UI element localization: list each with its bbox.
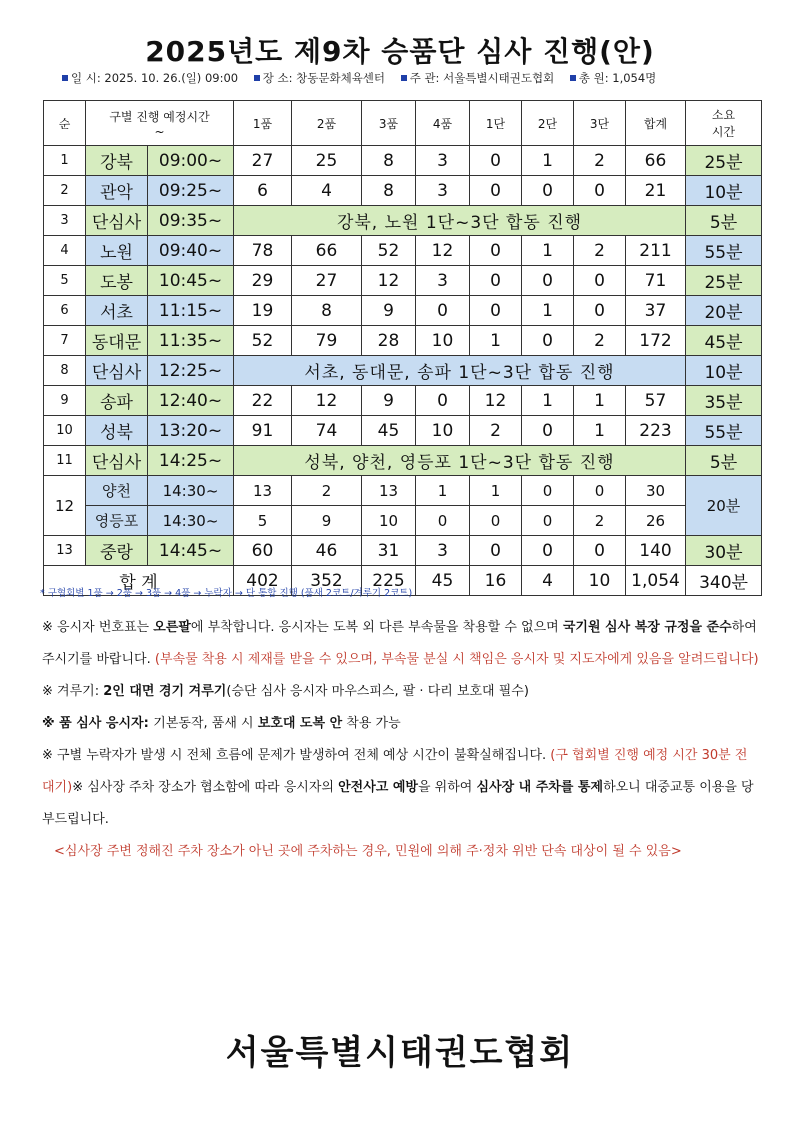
count-cell: 0	[470, 296, 522, 326]
row-number: 1	[44, 146, 86, 176]
count-cell: 1	[574, 386, 626, 416]
count-cell: 3	[416, 146, 470, 176]
note-number-tag: ※ 응시자 번호표는 오른팔에 부착합니다. 응시자는 도복 외 다른 부속물을 착용할 수 없으며 국기원 심사 복장 규정을 준수하여 주시기를 바랍니다. (부속물 착용 시 제재를 받을 수 있으며, 부속물 분실 시 책임은 응시자 및 지도자에게 있음을 알려드립니다)	[42, 620, 759, 667]
duration: 20분	[686, 476, 762, 536]
count-cell: 1	[522, 236, 574, 266]
count-cell: 0	[522, 476, 574, 506]
count-cell: 0	[574, 176, 626, 206]
count-cell: 0	[574, 536, 626, 566]
count-cell: 3	[416, 176, 470, 206]
total-cell: 225	[362, 566, 416, 596]
schedule-table	[43, 100, 762, 596]
count-cell: 0	[574, 266, 626, 296]
group-name: 성북	[86, 416, 148, 446]
merged-note: 서초, 동대문, 송파 1단~3단 합동 진행	[234, 356, 686, 386]
group-name: 단심사	[86, 356, 148, 386]
count-cell: 0	[522, 176, 574, 206]
table-row	[44, 236, 762, 266]
duration: 20분	[686, 296, 762, 326]
start-time: 09:25~	[148, 176, 234, 206]
count-cell: 0	[470, 236, 522, 266]
start-time: 14:30~	[148, 476, 234, 506]
row-number: 10	[44, 416, 86, 446]
table-row	[44, 296, 762, 326]
duration: 10분	[686, 176, 762, 206]
count-cell: 91	[234, 416, 292, 446]
header-d1: 1단	[470, 101, 522, 146]
square-bullet-icon	[254, 75, 260, 81]
count-cell: 0	[574, 476, 626, 506]
count-cell: 46	[292, 536, 362, 566]
count-cell: 1	[522, 146, 574, 176]
count-cell: 27	[234, 146, 292, 176]
group-name: 송파	[86, 386, 148, 416]
document-title: 2025년도 제9차 승품단 심사 진행(안)	[145, 35, 655, 68]
count-cell: 1	[470, 476, 522, 506]
count-cell: 4	[292, 176, 362, 206]
count-cell: 21	[626, 176, 686, 206]
count-cell: 0	[470, 506, 522, 536]
count-cell: 2	[574, 236, 626, 266]
count-cell: 12	[470, 386, 522, 416]
count-cell: 8	[292, 296, 362, 326]
header-no: 순	[44, 101, 86, 146]
count-cell: 0	[574, 296, 626, 326]
row-number: 3	[44, 206, 86, 236]
count-cell: 78	[234, 236, 292, 266]
merged-note: 성북, 양천, 영등포 1단~3단 합동 진행	[234, 446, 686, 476]
count-cell: 0	[522, 416, 574, 446]
count-cell: 0	[470, 536, 522, 566]
row-number: 11	[44, 446, 86, 476]
square-bullet-icon	[62, 75, 68, 81]
count-cell: 66	[292, 236, 362, 266]
count-cell: 0	[470, 266, 522, 296]
row-number: 7	[44, 326, 86, 356]
place-info: 장 소: 창동문화체육센터	[254, 71, 385, 85]
total-cell: 45	[416, 566, 470, 596]
count-cell: 0	[522, 266, 574, 296]
total-duration: 340분	[686, 566, 762, 596]
start-time: 12:40~	[148, 386, 234, 416]
group-name: 동대문	[86, 326, 148, 356]
count-cell: 0	[522, 506, 574, 536]
count-cell: 29	[234, 266, 292, 296]
count-cell: 10	[416, 416, 470, 446]
count-cell: 8	[362, 146, 416, 176]
count-cell: 26	[626, 506, 686, 536]
total-cell: 402	[234, 566, 292, 596]
count-cell: 9	[292, 506, 362, 536]
total-label: 합 계	[44, 566, 234, 596]
group-name: 단심사	[86, 206, 148, 236]
count-cell: 28	[362, 326, 416, 356]
count-cell: 19	[234, 296, 292, 326]
duration: 25분	[686, 146, 762, 176]
duration: 25분	[686, 266, 762, 296]
count-cell: 172	[626, 326, 686, 356]
host-info: 주 관: 서울특별시태권도협회	[401, 71, 555, 85]
info-line	[62, 70, 668, 86]
duration: 30분	[686, 536, 762, 566]
total-cell: 1,054	[626, 566, 686, 596]
organization-name: 서울특별시태권도협회	[225, 1033, 575, 1073]
table-row	[44, 536, 762, 566]
group-name: 양천	[86, 476, 148, 506]
count-cell: 25	[292, 146, 362, 176]
duration: 10분	[686, 356, 762, 386]
merged-note: 강북, 노원 1단~3단 합동 진행	[234, 206, 686, 236]
header-d2: 2단	[522, 101, 574, 146]
count-cell: 1	[416, 476, 470, 506]
header-duration: 소요 시간	[686, 101, 762, 146]
count-cell: 12	[292, 386, 362, 416]
header-p3: 3품	[362, 101, 416, 146]
row-number: 5	[44, 266, 86, 296]
table-row	[44, 326, 762, 356]
table-row	[44, 506, 762, 536]
start-time: 11:15~	[148, 296, 234, 326]
group-name: 도봉	[86, 266, 148, 296]
count-cell: 9	[362, 386, 416, 416]
table-row	[44, 476, 762, 506]
total-cell: 16	[470, 566, 522, 596]
start-time: 10:45~	[148, 266, 234, 296]
table-row	[44, 266, 762, 296]
table-header-row	[44, 101, 762, 146]
count-cell: 2	[470, 416, 522, 446]
count-cell: 12	[362, 266, 416, 296]
count-cell: 1	[522, 386, 574, 416]
count-cell: 0	[522, 536, 574, 566]
duration: 5분	[686, 446, 762, 476]
count-cell: 8	[362, 176, 416, 206]
duration: 35분	[686, 386, 762, 416]
header-d3: 3단	[574, 101, 626, 146]
table-row	[44, 206, 762, 236]
notes-section	[42, 612, 764, 868]
count-cell: 52	[234, 326, 292, 356]
header-p1: 1품	[234, 101, 292, 146]
start-time: 14:30~	[148, 506, 234, 536]
count-cell: 1	[574, 416, 626, 446]
start-time: 12:25~	[148, 356, 234, 386]
square-bullet-icon	[570, 75, 576, 81]
header-p2: 2품	[292, 101, 362, 146]
table-row	[44, 386, 762, 416]
note-sparring: ※ 겨루기: 2인 대면 경기 겨루기(승단 심사 응시자 마우스피스, 팔 · 다리 보호대 필수)	[42, 684, 529, 699]
count-cell: 2	[574, 326, 626, 356]
count-cell: 57	[626, 386, 686, 416]
count-cell: 1	[470, 326, 522, 356]
count-cell: 0	[416, 296, 470, 326]
header-group: 구별 진행 예정시간 ~	[86, 101, 234, 146]
group-name: 강북	[86, 146, 148, 176]
count-cell: 140	[626, 536, 686, 566]
table-row	[44, 446, 762, 476]
row-number: 9	[44, 386, 86, 416]
count-cell: 6	[234, 176, 292, 206]
table-row	[44, 146, 762, 176]
count-cell: 13	[234, 476, 292, 506]
count-cell: 211	[626, 236, 686, 266]
count-cell: 1	[522, 296, 574, 326]
count-cell: 5	[234, 506, 292, 536]
row-number: 12	[44, 476, 86, 536]
count-cell: 71	[626, 266, 686, 296]
row-number: 4	[44, 236, 86, 266]
duration: 5분	[686, 206, 762, 236]
count-cell: 60	[234, 536, 292, 566]
count-cell: 37	[626, 296, 686, 326]
count-cell: 2	[574, 146, 626, 176]
row-number: 13	[44, 536, 86, 566]
count-cell: 10	[362, 506, 416, 536]
square-bullet-icon	[401, 75, 407, 81]
group-name: 관악	[86, 176, 148, 206]
row-number: 6	[44, 296, 86, 326]
note-poom-applicants: ※ 품 심사 응시자: 기본동작, 품새 시 보호대 도복 안 착용 가능	[42, 716, 401, 731]
count-cell: 9	[362, 296, 416, 326]
start-time: 11:35~	[148, 326, 234, 356]
start-time: 09:35~	[148, 206, 234, 236]
date-info: 일 시: 2025. 10. 26.(일) 09:00	[62, 71, 238, 85]
table-footnote: * 구협회별 1품 → 2품 → 3품 → 4품 → 누락자 → 단 통합 진행 (품새 2코트/겨루기 2코트)	[40, 588, 413, 599]
count-cell: 10	[416, 326, 470, 356]
note-parking-warning: <심사장 주변 정해진 주차 장소가 아닌 곳에 주차하는 경우, 민원에 의해 주·정차 위반 단속 대상이 될 수 있음>	[54, 844, 682, 859]
start-time: 09:00~	[148, 146, 234, 176]
header-sum: 합계	[626, 101, 686, 146]
group-name: 서초	[86, 296, 148, 326]
total-info: 총 원: 1,054명	[570, 71, 656, 85]
group-name: 노원	[86, 236, 148, 266]
table-row	[44, 176, 762, 206]
count-cell: 0	[522, 326, 574, 356]
count-cell: 3	[416, 266, 470, 296]
row-number: 2	[44, 176, 86, 206]
count-cell: 2	[574, 506, 626, 536]
count-cell: 2	[292, 476, 362, 506]
count-cell: 52	[362, 236, 416, 266]
count-cell: 79	[292, 326, 362, 356]
group-name: 영등포	[86, 506, 148, 536]
count-cell: 3	[416, 536, 470, 566]
count-cell: 74	[292, 416, 362, 446]
count-cell: 0	[416, 386, 470, 416]
count-cell: 66	[626, 146, 686, 176]
table-row	[44, 416, 762, 446]
count-cell: 31	[362, 536, 416, 566]
header-p4: 4품	[416, 101, 470, 146]
group-name: 중랑	[86, 536, 148, 566]
count-cell: 30	[626, 476, 686, 506]
group-name: 단심사	[86, 446, 148, 476]
count-cell: 0	[470, 146, 522, 176]
duration: 45분	[686, 326, 762, 356]
count-cell: 223	[626, 416, 686, 446]
start-time: 14:25~	[148, 446, 234, 476]
count-cell: 22	[234, 386, 292, 416]
total-cell: 352	[292, 566, 362, 596]
start-time: 14:45~	[148, 536, 234, 566]
start-time: 09:40~	[148, 236, 234, 266]
count-cell: 45	[362, 416, 416, 446]
count-cell: 27	[292, 266, 362, 296]
count-cell: 0	[416, 506, 470, 536]
row-number: 8	[44, 356, 86, 386]
count-cell: 13	[362, 476, 416, 506]
duration: 55분	[686, 236, 762, 266]
count-cell: 0	[470, 176, 522, 206]
duration: 55분	[686, 416, 762, 446]
total-cell: 4	[522, 566, 574, 596]
total-cell: 10	[574, 566, 626, 596]
table-row	[44, 356, 762, 386]
count-cell: 12	[416, 236, 470, 266]
start-time: 13:20~	[148, 416, 234, 446]
note-missing-and-parking: ※ 구별 누락자가 발생 시 전체 흐름에 문제가 발생하여 전체 예상 시간이 불확실해집니다. (구 협회별 진행 예정 시간 30분 전 대기)※ 심사장 주차 장소가 협소함에 따라 응시자의 안전사고 예방을 위하여 심사장 내 주차를 통제하오니 대중교통 이용을 당부드립니다.	[42, 748, 754, 827]
